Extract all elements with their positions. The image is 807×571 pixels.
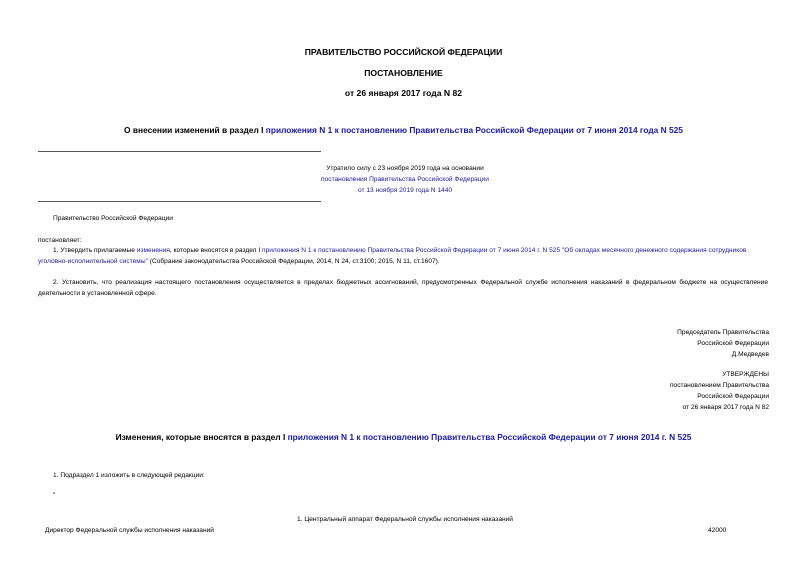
document-type-heading: ПОСТАНОВЛЕНИЕ	[364, 68, 443, 78]
item-1-suffix: (Собрание законодательства Российской Федерации, 2014, N 24, ст.3100; 2015, N 11, ст.1607).	[147, 258, 440, 265]
changes-title	[0, 432, 807, 442]
item-1-paragraph	[38, 245, 770, 267]
divider-top	[38, 151, 321, 152]
appendix-link[interactable]: приложения N 1 к постановлению Правительства Российской Федерации от 7 июня 2014 г. N 525 "Об окладах месячного денежного содержания сотрудников уголовно-исполнительной системы"	[38, 247, 747, 265]
item-2-paragraph: 2. Установить, что реализация настоящего постановления осуществляется в пределах бюджетных ассигнований, предусмотренных Федеральной службе исполнения наказаний в федеральном бюджете на осуществление деятельности в установленной сфере.	[38, 279, 768, 297]
expired-note-link-line3[interactable]: от 13 ноября 2019 года N 1440	[357, 187, 453, 194]
changes-title-prefix: Изменения, которые вносятся в раздел I	[115, 432, 288, 442]
changes-link[interactable]: изменения	[136, 247, 170, 254]
expired-note	[290, 163, 520, 196]
document-date-heading: от 26 января 2017 года N 82	[344, 88, 463, 98]
quote-mark: "	[53, 492, 56, 499]
title-prefix: О внесении изменений в раздел I	[124, 125, 266, 135]
approved-line3: Российской Федерации	[697, 393, 769, 400]
resolves-text: постановляет:	[38, 237, 82, 244]
issuer-text: Правительство Российской Федерации	[53, 215, 173, 222]
changes-item-1: 1. Подраздел 1 изложить в следующей редакции:	[53, 472, 205, 479]
signature-name: Д.Медведев	[731, 351, 769, 358]
approved-line1: УТВЕРЖДЕНЫ	[722, 371, 769, 378]
document-title	[0, 125, 807, 135]
approved-line2: постановлением Правительства	[669, 382, 769, 389]
expired-note-link-line2[interactable]: постановления Правительства Российской Федерации	[321, 176, 489, 183]
expired-note-line1: Утратило силу с 23 ноября 2019 года на основании	[326, 165, 484, 172]
approved-line4: от 26 января 2017 года N 82	[682, 404, 769, 411]
table-row-value: 42000	[708, 527, 727, 534]
item-1-prefix: 1. Утвердить прилагаемые	[53, 247, 137, 254]
title-link[interactable]: приложения N 1 к постановлению Правительства Российской Федерации от 7 июня 2014 года N 525	[265, 125, 683, 135]
signature-block	[560, 327, 769, 360]
subsection-heading: 1. Центральный аппарат Федеральной службы исполнения наказаний	[297, 516, 513, 523]
divider-bottom	[38, 201, 321, 202]
table-row-label: Директор Федеральной службы исполнения наказаний	[45, 527, 214, 534]
signature-line2: Российской Федерации	[697, 340, 769, 347]
signature-line1: Председатель Правительства	[677, 329, 769, 336]
changes-title-link[interactable]: приложения N 1 к постановлению Правительства Российской Федерации от 7 июня 2014 г. N 525	[287, 432, 692, 442]
item-1-mid: , которые вносятся в раздел I	[169, 247, 263, 254]
government-heading: ПРАВИТЕЛЬСТВО РОССИЙСКОЙ ФЕДЕРАЦИИ	[304, 47, 503, 57]
approved-block	[560, 369, 769, 413]
